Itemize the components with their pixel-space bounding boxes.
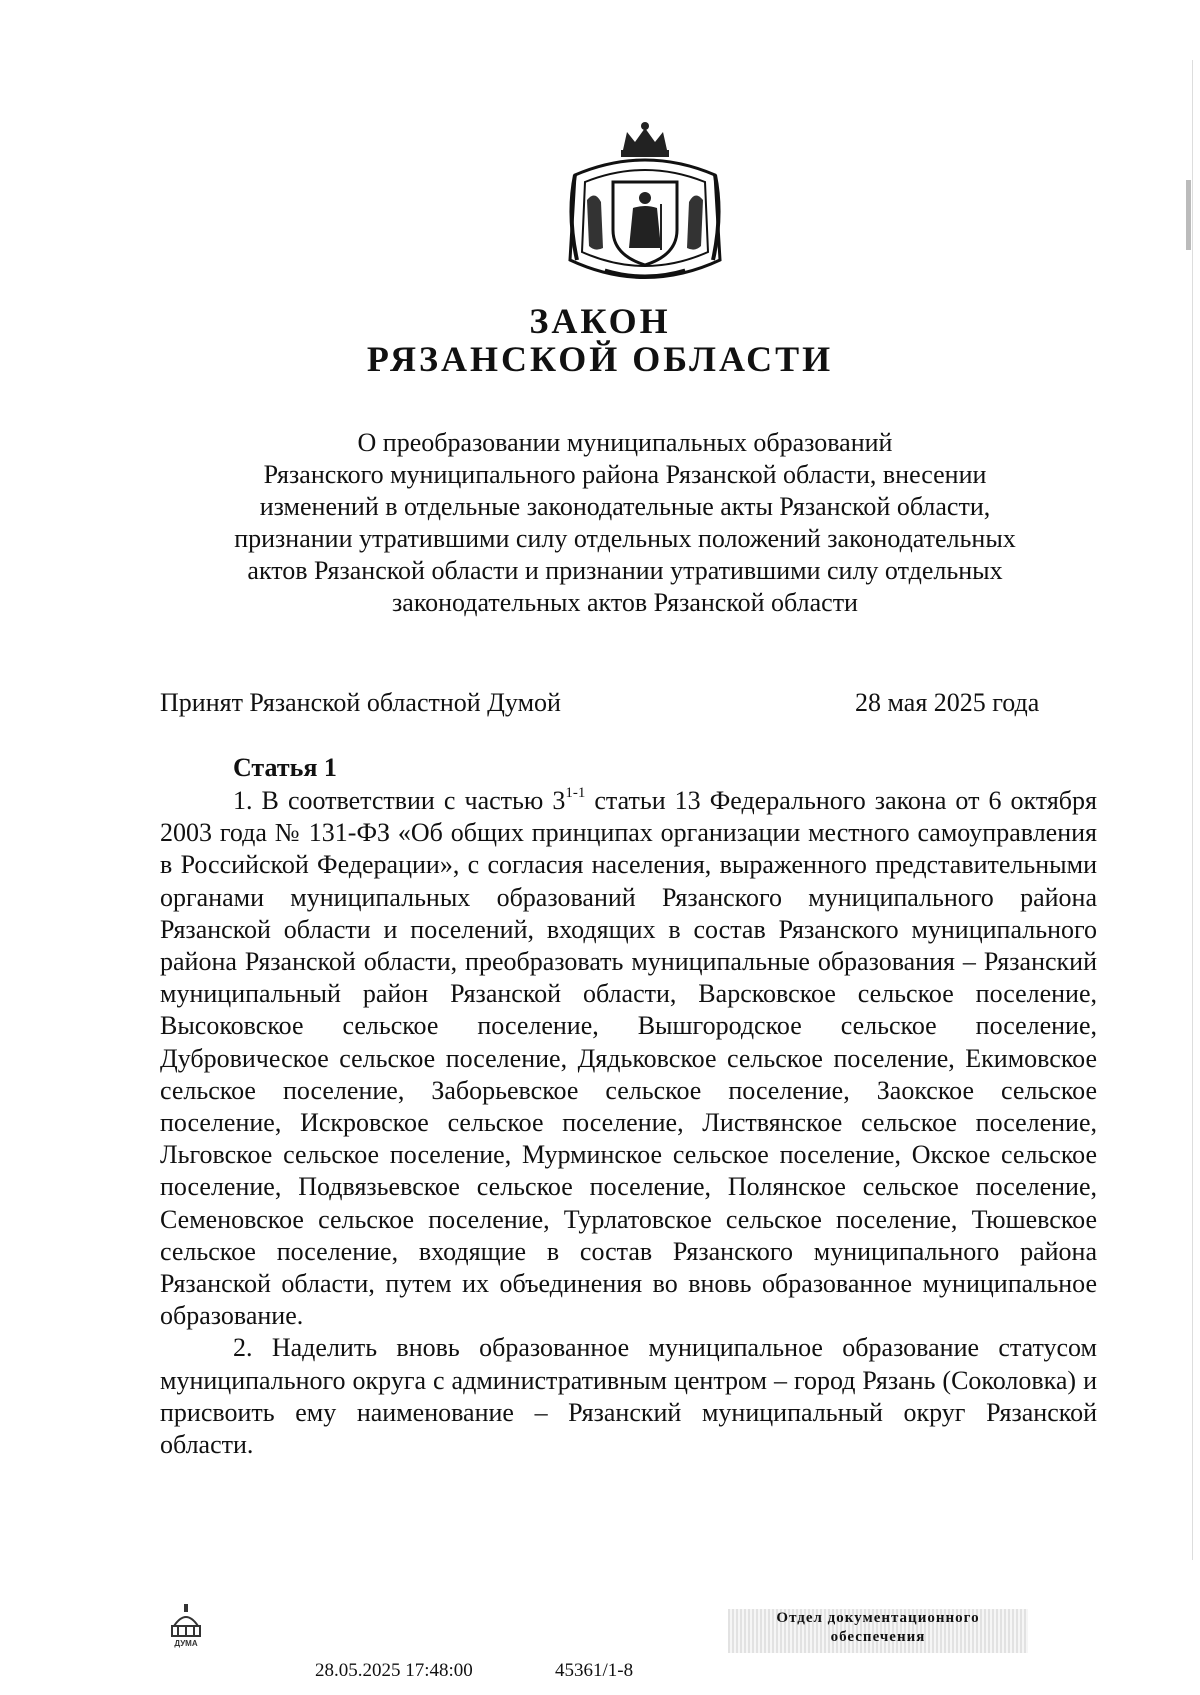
law-subject [150,427,1100,619]
subject-line: признании утратившими силу отдельных положений законодательных [234,524,1016,553]
footer-datetime: 28.05.2025 17:48:00 [315,1660,473,1681]
accepted-date: 28 мая 2025 года [855,688,1040,717]
department-stamp [728,1609,1028,1653]
subject-line: Рязанского муниципального района Рязанской области, внесении [263,460,987,489]
article-body [160,785,1097,1461]
coat-of-arms-emblem [555,120,735,290]
scan-edge-mark [1186,180,1191,250]
footer-registration-number: 45361/1-8 [555,1660,634,1681]
scan-edge-line [1192,60,1193,1560]
duma-logo-text: ДУМА [174,1639,198,1648]
article-title: Статья 1 [233,753,337,782]
duma-logo-icon [168,1602,204,1648]
subject-line: актов Рязанской области и признании утратившими силу отдельных [247,556,1003,585]
law-title-line1: ЗАКОН [529,301,671,341]
stamp-line: Отдел документационного [776,1610,980,1626]
subject-line: изменений в отдельные законодательные акты Рязанской области, [259,492,991,521]
article-paragraph-2: 2. Наделить вновь образованное муниципальное образование статусом муниципального округа с административным центром – город Рязань (Соколовка) и присвоить ему наименование – Рязанский муниципальный округ Рязанской области. [160,1333,1097,1460]
accepted-by-label: Принят Рязанской областной Думой [160,688,561,717]
article-paragraph-1: 1. В соответствии с частью 3$^{1-1}$ статьи 13 Федерального закона от 6 октября 2003 года № 131-ФЗ «Об общих принципах организации местного самоуправления в Российской Федерации», с согласия населения, выраженного представительными органами муниципальных образований Рязанского муниципального района Рязанской области и поселений, входящих в состав Рязанского муниципального района Рязанской области, преобразовать муниципальные образования – Рязанский муниципальный район Рязанской области, Варсковское сельское поселение, Высоковское сельское поселение, Вышгородское сельское поселение, Дубровическое сельское поселение, Дядьковское сельское поселение, Екимовское сельское поселение, Заборьевское сельское поселение, Заокское сельское поселение, Искровское сельское поселение, Листвянское сельское поселение, Льговское сельское поселение, Мурминское сельское поселение, Окское сельское поселение, Подвязьевское сельское поселение, Полянское сельское поселение, Семеновское сельское поселение, Турлатовское сельское поселение, Тюшевское сельское поселение, входящие в состав Рязанского муниципального района Рязанской области, путем их объединения во вновь образованное муниципальное образование. [160,785,1097,1331]
subject-line: О преобразовании муниципальных образований [357,428,893,457]
stamp-line: обеспечения [830,1629,926,1645]
superscript-part: 1-1 [565,785,586,801]
subject-line: законодательных актов Рязанской области [392,588,858,617]
law-title-line2: РЯЗАНСКОЙ ОБЛАСТИ [366,339,834,379]
